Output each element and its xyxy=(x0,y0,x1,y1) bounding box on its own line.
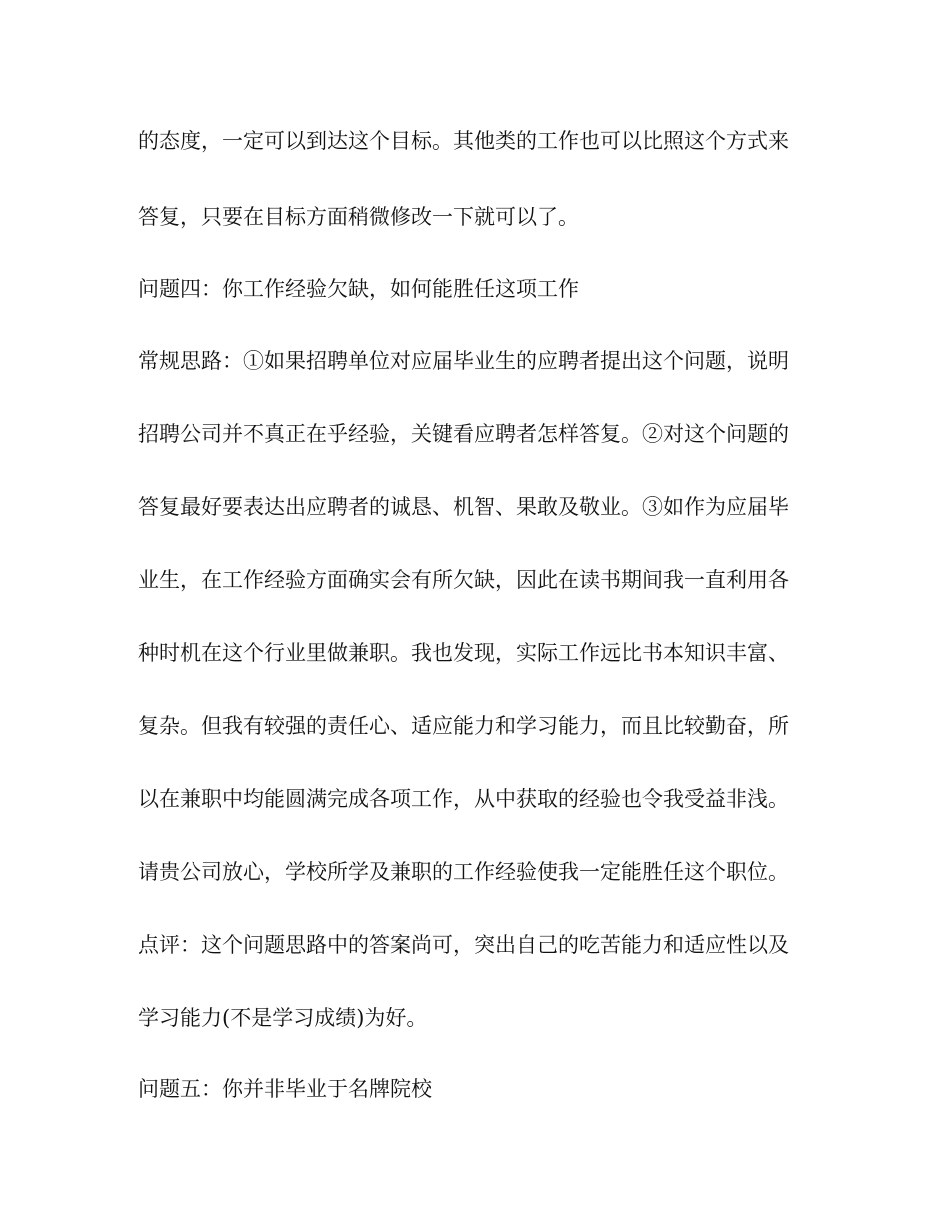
paragraph-line: 请贵公司放心，学校所学及兼职的工作经验使我一定能胜任这个职位。 xyxy=(138,860,789,884)
paragraph-line: 的态度，一定可以到达这个目标。其他类的工作也可以比照这个方式来 xyxy=(138,129,789,153)
paragraph-line: 常规思路：①如果招聘单位对应届毕业生的应聘者提出这个问题，说明 xyxy=(138,349,789,373)
paragraph-line: 招聘公司并不真正在乎经验，关键看应聘者怎样答复。②对这个问题的 xyxy=(138,422,789,446)
paragraph-line: 答复最好要表达出应聘者的诚恳、机智、果敢及敬业。③如作为应届毕 xyxy=(138,495,789,519)
paragraph-line: 业生，在工作经验方面确实会有所欠缺，因此在读书期间我一直利用各 xyxy=(138,568,789,592)
paragraph-line: 学习能力(不是学习成绩)为好。 xyxy=(138,1006,428,1030)
paragraph-line: 种时机在这个行业里做兼职。我也发现，实际工作远比书本知识丰富、 xyxy=(138,641,789,665)
paragraph-line: 答复，只要在目标方面稍微修改一下就可以了。 xyxy=(138,205,579,229)
paragraph-line: 点评：这个问题思路中的答案尚可，突出自己的吃苦能力和适应性以及 xyxy=(138,933,789,957)
question-heading: 问题四：你工作经验欠缺，如何能胜任这项工作 xyxy=(138,277,579,301)
question-heading: 问题五：你并非毕业于名牌院校 xyxy=(138,1077,432,1101)
paragraph-line: 复杂。但我有较强的责任心、适应能力和学习能力，而且比较勤奋，所 xyxy=(138,714,789,738)
paragraph-line: 以在兼职中均能圆满完成各项工作，从中获取的经验也令我受益非浅。 xyxy=(138,787,789,811)
